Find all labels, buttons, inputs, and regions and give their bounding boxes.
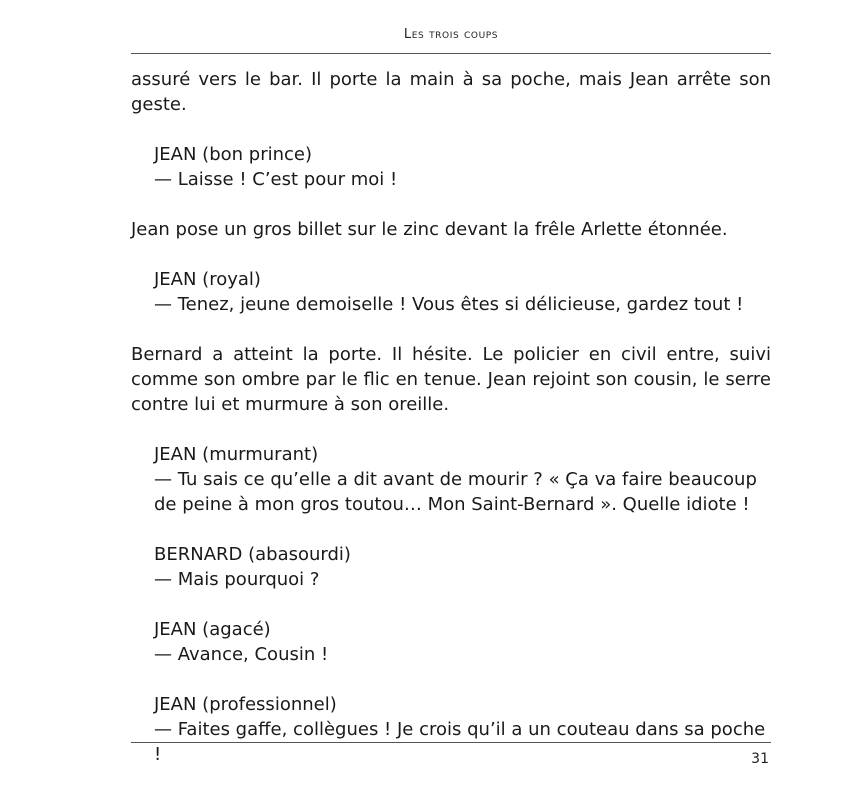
speaker-cue: JEAN (agacé) xyxy=(154,619,271,640)
dialogue-line: — Faites gaffe, collègues ! Je crois qu’il a un couteau dans sa poche ! xyxy=(154,719,766,765)
page-body xyxy=(131,67,771,767)
speaker-cue: JEAN (murmurant) xyxy=(154,444,319,465)
dialogue-block xyxy=(131,442,771,517)
speaker-cue: JEAN (bon prince) xyxy=(154,144,313,165)
dialogue-line: — Tenez, jeune demoiselle ! Vous êtes si délicieuse, gardez tout ! xyxy=(154,294,744,315)
dialogue-block xyxy=(131,542,771,592)
narrative-paragraph: assuré vers le bar. Il porte la main à sa poche, mais Jean arrête son geste. xyxy=(131,69,771,115)
header-rule xyxy=(131,53,771,54)
dialogue-block xyxy=(131,267,771,317)
dialogue-line: — Mais pourquoi ? xyxy=(154,569,320,590)
dialogue-block xyxy=(131,142,771,192)
footer-rule xyxy=(131,742,771,743)
dialogue-line: — Avance, Cousin ! xyxy=(154,644,329,665)
speaker-cue: JEAN (professionnel) xyxy=(154,694,337,715)
dialogue-line: — Tu sais ce qu’elle a dit avant de mourir ? « Ça va faire beaucoup de peine à mon gros toutou… Mon Saint-Bernard ». Quelle idiote ! xyxy=(154,469,757,515)
page-number: 31 xyxy=(751,751,769,767)
narrative-paragraph: Bernard a atteint la porte. Il hésite. Le policier en civil entre, suivi comme son ombre par le flic en tenue. Jean rejoint son cousin, le serre contre lui et murmure à son oreille. xyxy=(131,344,771,415)
running-header-title: Les trois coups xyxy=(403,27,499,42)
speaker-cue: JEAN (royal) xyxy=(154,269,261,290)
dialogue-block xyxy=(131,692,771,767)
speaker-cue: BERNARD (abasourdi) xyxy=(154,544,351,565)
dialogue-line: — Laisse ! C’est pour moi ! xyxy=(154,169,398,190)
narrative-paragraph: Jean pose un gros billet sur le zinc devant la frêle Arlette étonnée. xyxy=(131,219,728,240)
dialogue-block xyxy=(131,617,771,667)
